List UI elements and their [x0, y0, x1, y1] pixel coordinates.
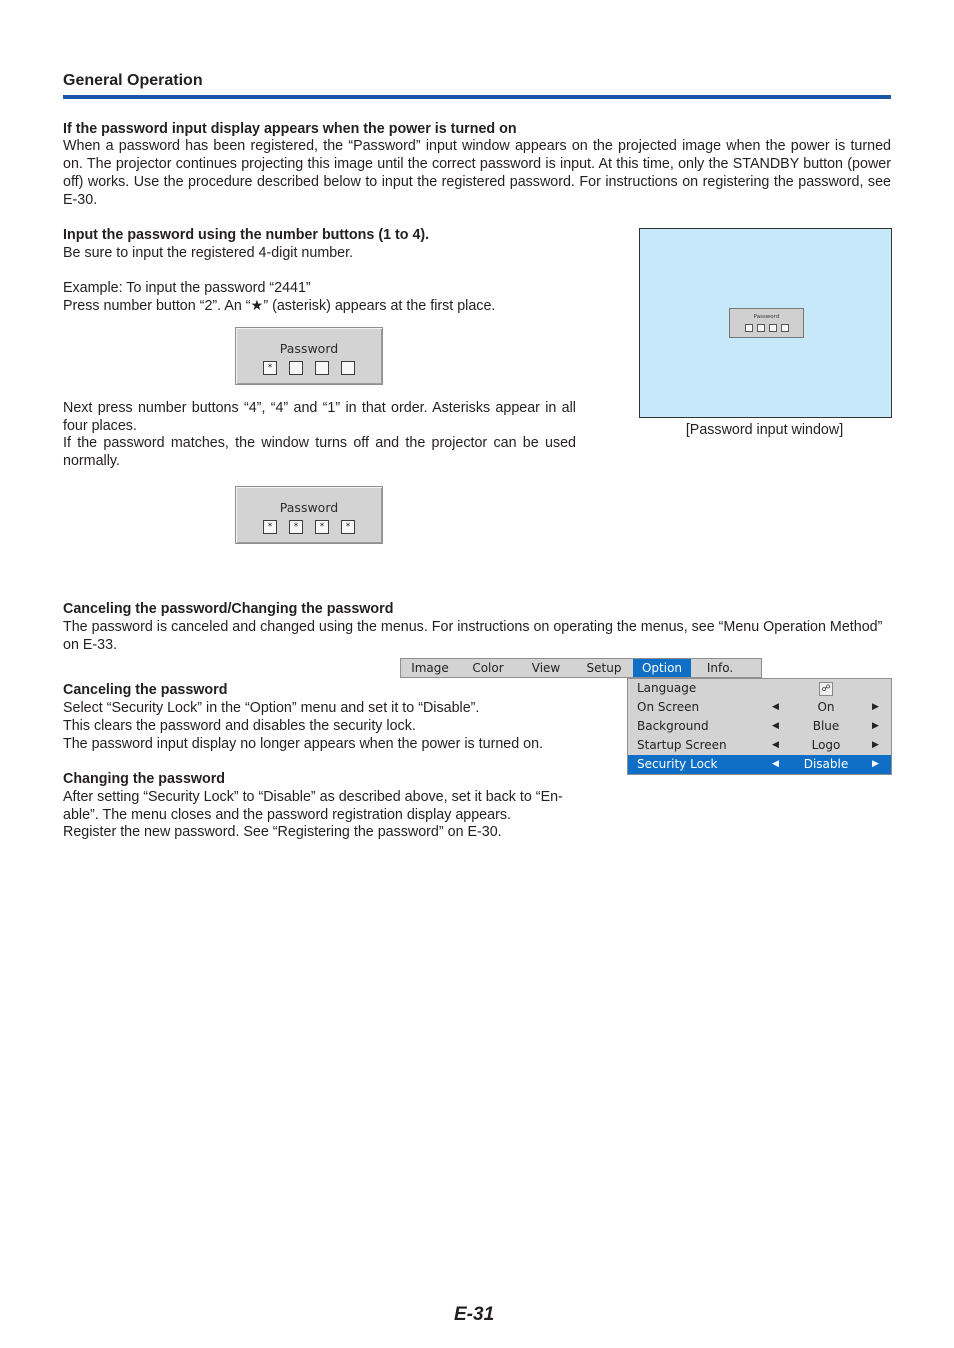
menu-tab-setup[interactable]: Setup — [586, 661, 622, 675]
menu-tab-image[interactable]: Image — [411, 661, 449, 675]
change-password-line-3: Register the new password. See “Registering the password” on E-30. — [63, 824, 502, 840]
menu-row-security-lock[interactable] — [628, 755, 891, 774]
intro-paragraph: When a password has been registered, the “Password” input window appears on the projected image when the power is turned on. The projector continues projecting this image until the correct password is input. At this time, only the STANDBY button (power off) works. Use the procedure described below to input the registered password. For instructions on registering the password, see E-30. — [63, 138, 891, 208]
change-password-heading: Changing the password — [63, 771, 226, 787]
cancel-password-heading: Canceling the password — [63, 682, 228, 698]
arrow-right-icon: ▶ — [872, 721, 879, 731]
password-cell: * — [341, 520, 355, 534]
password-cell — [315, 361, 329, 375]
menu-row-startup-screen[interactable] — [628, 736, 891, 755]
mini-password-cell — [757, 324, 765, 332]
menu-tab-info[interactable]: Info. — [706, 661, 734, 675]
password-cell: * — [289, 520, 303, 534]
arrow-left-icon: ◀ — [772, 740, 779, 750]
input-step-3: If the password matches, the window turns off and the projector can be used normally. — [63, 435, 576, 469]
menu-row-value: On — [817, 700, 835, 714]
section-title: General Operation — [63, 72, 203, 89]
input-step-1: Press number button “2”. An “★” (asterisk) appears at the first place. — [63, 298, 496, 314]
menu-row-value: Logo — [811, 738, 841, 752]
password-cell: * — [263, 361, 277, 375]
cancel-password-line-2: This clears the password and disables the security lock. — [63, 718, 416, 734]
arrow-right-icon: ▶ — [872, 759, 879, 769]
mini-password-cell — [769, 324, 777, 332]
menu-tab-color[interactable]: Color — [472, 661, 504, 675]
arrow-left-icon: ◀ — [772, 721, 779, 731]
cancel-section-paragraph: The password is canceled and changed using the menus. For instructions on operating the menus, see “Menu Operation Method” on E-33. — [63, 619, 883, 653]
menu-row-value: Blue — [812, 719, 840, 733]
password-dialog-title: Password — [279, 500, 339, 515]
projected-screen — [639, 228, 892, 418]
menu-row-value: Disable — [803, 757, 849, 771]
password-cell: * — [263, 520, 277, 534]
page-number: E-31 — [454, 1304, 495, 1325]
menu-row-label: Background — [637, 719, 709, 733]
change-password-line-2: able”. The menu closes and the password registration display appears. — [63, 807, 511, 823]
arrow-left-icon: ◀ — [772, 759, 779, 769]
menu-row-label: Language — [637, 681, 697, 695]
input-heading: Input the password using the number buttons (1 to 4). — [63, 227, 430, 243]
menu-row-label: Security Lock — [637, 757, 718, 771]
cancel-password-line-1: Select “Security Lock” in the “Option” menu and set it to “Disable”. — [63, 700, 480, 716]
menu-tab-view[interactable]: View — [531, 661, 561, 675]
menu-row-label: Startup Screen — [637, 738, 727, 752]
cancel-section-heading: Canceling the password/Changing the password — [63, 601, 394, 617]
arrow-left-icon: ◀ — [772, 702, 779, 712]
menu-row-language[interactable] — [628, 679, 891, 698]
input-example: Example: To input the password “2441” — [63, 280, 311, 296]
password-cell — [289, 361, 303, 375]
password-input-window — [729, 308, 804, 338]
cancel-password-line-3: The password input display no longer appears when the power is turned on. — [63, 736, 544, 752]
option-menu-panel — [627, 678, 892, 775]
password-dialog-complete — [235, 486, 383, 544]
intro-heading: If the password input display appears when the power is turned on — [63, 121, 517, 137]
password-cell — [341, 361, 355, 375]
arrow-right-icon: ▶ — [872, 702, 879, 712]
password-dialog-first — [235, 327, 383, 385]
globe-icon: ☍ — [819, 682, 833, 696]
change-password-line-1: After setting “Security Lock” to “Disable” as described above, set it back to “En- — [63, 789, 563, 805]
input-instruction: Be sure to input the registered 4-digit number. — [63, 245, 354, 261]
menu-row-background[interactable] — [628, 717, 891, 736]
password-dialog-title: Password — [279, 341, 339, 356]
menu-row-on-screen[interactable] — [628, 698, 891, 717]
menu-tab-option[interactable]: Option — [633, 659, 691, 677]
mini-password-cell — [745, 324, 753, 332]
mini-password-title: Password — [753, 314, 780, 320]
input-step-2: Next press number buttons “4”, “4” and “1” in that order. Asterisks appear in all four places. — [63, 400, 576, 434]
menu-row-label: On Screen — [637, 700, 700, 714]
password-cell: * — [315, 520, 329, 534]
mini-password-cell — [781, 324, 789, 332]
section-divider — [63, 95, 891, 99]
arrow-right-icon: ▶ — [872, 740, 879, 750]
screen-caption: [Password input window] — [685, 422, 844, 438]
menu-tab-bar — [400, 658, 762, 678]
